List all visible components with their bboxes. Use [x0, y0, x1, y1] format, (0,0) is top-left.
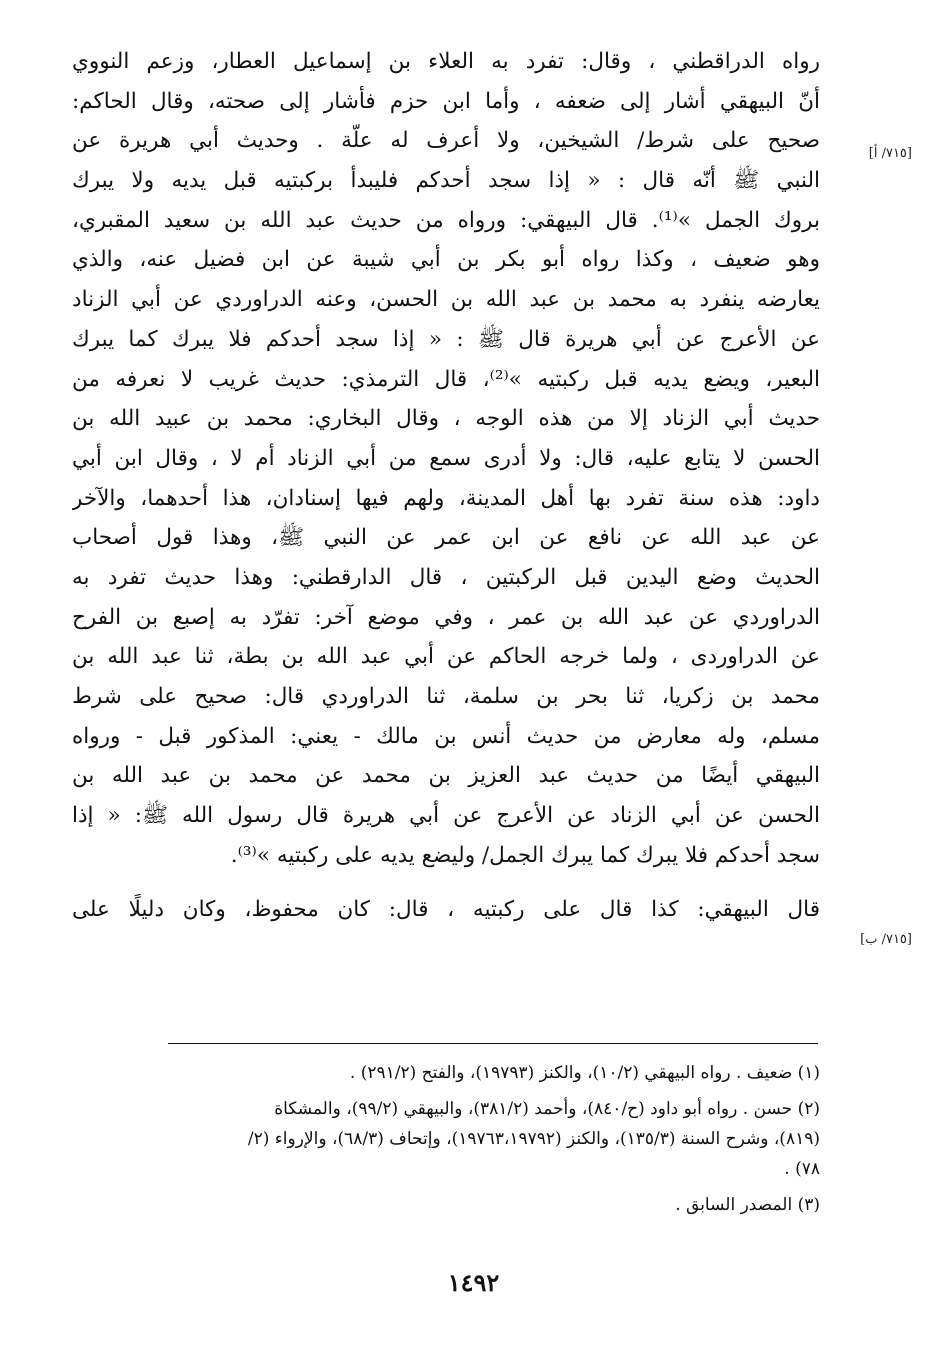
footnote-3	[72, 1190, 820, 1220]
footnote-line: (١) ضعيف . رواه البيهقي (١٠/٢)، والكنز (١٩٧٩٣)، والفتح (٢٩١/٢) .	[349, 1063, 820, 1083]
text-line: صحيح على شرط/ الشيخين، ولا أعرف له علّة . وحديث أبي هريرة عن	[72, 128, 820, 154]
text-line: النبي ﷺ أنّه قال : « إذا سجد أحدكم فليبدأ بركبتيه قبل يديه ولا يبرك	[72, 168, 820, 194]
footnotes	[72, 1058, 820, 1226]
margin-folio-note: [٧١٥/ ب]	[860, 932, 912, 947]
text-line: عن عبد الله عن نافع عن ابن عمر عن النبي ﷺ، وهذا قول أصحاب	[72, 525, 820, 551]
text-line: أنّ البيهقي أشار إلى ضعفه ، وأما ابن حزم فأشار إلى صحته، وقال الحاكم:	[72, 88, 820, 114]
text-line: الدراوردي عن عبد الله بن عمر ، وفي موضع آخر: تفرّد به إصبع بن الفرح	[72, 604, 820, 630]
text-line: عن الأعرج عن أبي هريرة قال ﷺ : « إذا سجد أحدكم فلا يبرك كما يبرك	[72, 326, 820, 352]
text-line: البعير، ويضع يديه قبل ركبتيه »⁽²⁾، قال الترمذي: حديث غريب لا نعرفه من	[72, 366, 820, 392]
footnote-line: (٢) حسن . رواه أبو داود (ح/٨٤٠)، وأحمد (٣٨١/٢)، والبيهقي (٩٩/٢)، والمشكاة	[274, 1099, 820, 1119]
margin-folio-note: [٧١٥/ أ]	[868, 146, 912, 161]
footnote-2	[72, 1094, 820, 1184]
footnote-1	[72, 1058, 820, 1088]
text-line: يعارضه ينفرد به محمد بن عبد الله بن الحسن، وعنه الدراوردي عن أبي الزناد	[72, 287, 820, 313]
footnote-line: (٨١٩)، وشرح السنة (١٣٥/٣)، والكنز (١٩٧٦٣،١٩٧٩٢)، وإتحاف (٦٨/٣)، والإرواء (٢/	[247, 1129, 820, 1149]
footnote-line: (٣) المصدر السابق .	[675, 1195, 820, 1215]
text-line: بروك الجمل »⁽¹⁾. قال البيهقي: ورواه من حديث عبد الله بن سعيد المقبري،	[72, 207, 820, 233]
footnote-line: ٧٨) .	[784, 1159, 820, 1179]
text-line: وهو ضعيف ، وكذا رواه أبو بكر بن أبي شيبة عن ابن فضيل عنه، والذي	[72, 247, 820, 273]
text-line: البيهقي أيضًا من حديث عبد العزيز بن محمد عن محمد بن عبد الله بن	[72, 763, 820, 789]
footnote-divider	[168, 1043, 818, 1044]
text-line: الحديث وضع اليدين قبل الركبتين ، قال الدارقطني: وهذا حديث تفرد به	[72, 564, 820, 590]
trailing-text-line: قال البيهقي: كذا قال على ركبتيه ، قال: كان محفوظ، وكان دليلًا على	[72, 897, 820, 923]
text-line: حديث أبي الزناد إلا من هذه الوجه ، وقال البخاري: محمد بن عبيد الله بن	[72, 406, 820, 432]
text-line: داود: هذه سنة تفرد بها أهل المدينة، ولهم فيها إسنادان، هذا أحدهما، والآخر	[72, 485, 820, 511]
text-line: رواه الدراقطني ، وقال: تفرد به العلاء بن إسماعيل العطار، وزعم النووي	[72, 49, 820, 74]
page-number: ١٤٩٢	[447, 1268, 500, 1297]
text-line: الحسن لا يتابع عليه، قال: ولا أدرى سمع من أبي الزناد أم لا ، وقال ابن أبي	[72, 445, 820, 471]
text-line: سجد أحدكم فلا يبرك كما يبرك الجمل/ وليضع يديه على ركبتيه »⁽³⁾.	[230, 842, 820, 868]
text-line: الحسن عن أبي الزناد عن الأعرج عن أبي هريرة قال رسول الله ﷺ: « إذا	[72, 803, 820, 829]
text-line: عن الدراوردى ، ولما خرجه الحاكم عن أبي عبد الله بن بطة، ثنا عبد الله بن	[72, 644, 820, 670]
text-line: مسلم، وله معارض من حديث أنس بن مالك - يعني: المذكور قبل - ورواه	[72, 723, 820, 749]
main-text-body	[72, 42, 820, 930]
text-line: محمد بن زكريا، ثنا بحر بن سلمة، ثنا الدراوردي قال: صحيح على شرط	[72, 684, 820, 709]
